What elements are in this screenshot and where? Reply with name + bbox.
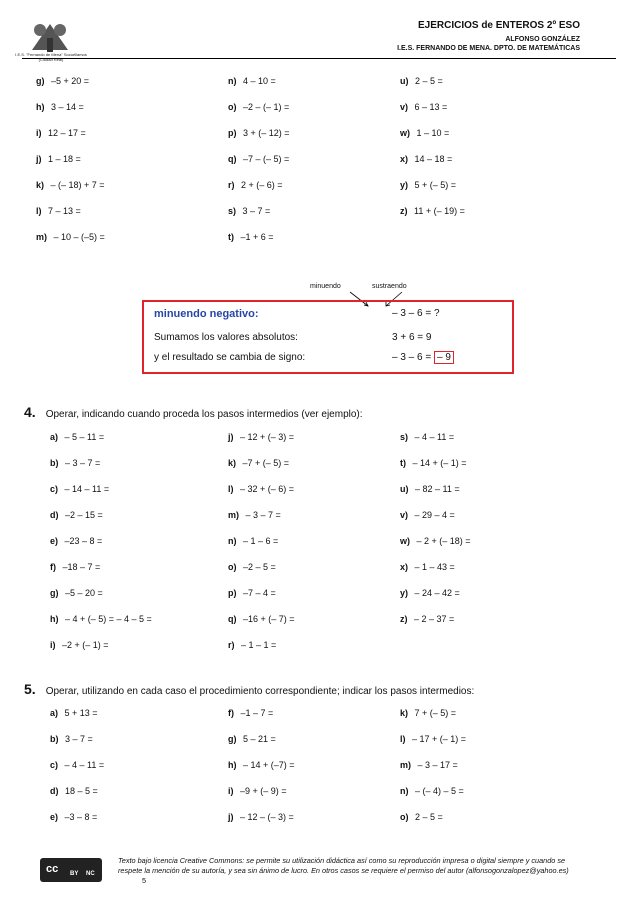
exercise-item <box>228 812 294 822</box>
section-5-text: Operar, utilizando en cada caso el procedimiento correspondiente; indicar los pasos intermedios: <box>45 686 475 697</box>
exercise-item <box>228 484 294 494</box>
exercise-expression: – 17 + (– 1) = <box>412 734 467 744</box>
exercise-expression: – 3 – 17 = <box>417 760 458 770</box>
exercise-expression: 1 – 18 = <box>48 154 81 164</box>
exercise-expression: – 24 – 42 = <box>414 588 460 598</box>
exercise-letter: y) <box>400 180 411 190</box>
exercise-item <box>36 232 105 242</box>
exercise-letter: r) <box>228 180 237 190</box>
exercise-expression: –2 – (– 1) = <box>243 102 290 112</box>
exercise-letter: h) <box>50 614 61 624</box>
example-line3: y el resultado se cambia de signo: <box>154 352 306 363</box>
exercise-letter: n) <box>228 76 239 86</box>
exercise-letter: n) <box>228 536 239 546</box>
exercise-item <box>50 536 102 546</box>
exercise-letter: g) <box>228 734 239 744</box>
exercise-letter: z) <box>400 206 410 216</box>
exercise-item <box>50 510 103 520</box>
exercise-expression: –2 + (– 1) = <box>62 640 109 650</box>
exercise-letter: c) <box>50 760 61 770</box>
exercise-expression: – 5 – 11 = <box>64 432 105 442</box>
exercise-item <box>400 510 455 520</box>
exercise-letter: o) <box>228 102 239 112</box>
exercise-item <box>400 536 471 546</box>
exercise-expression: 3 – 7 = <box>65 734 93 744</box>
exercise-expression: – 4 – 11 = <box>414 432 455 442</box>
exercise-expression: – 1 – 1 = <box>241 640 277 650</box>
exercise-letter: p) <box>228 588 239 598</box>
page-title: EJERCICIOS de ENTEROS 2º ESO <box>417 20 580 31</box>
exercise-item <box>400 708 456 718</box>
exercise-item <box>400 154 452 164</box>
exercise-letter: f) <box>228 708 237 718</box>
exercise-expression: –7 – (– 5) = <box>243 154 290 164</box>
example-expr1: – 3 – 6 = ? <box>392 308 440 319</box>
exercise-expression: 5 + (– 5) = <box>414 180 457 190</box>
exercise-expression: 4 – 10 = <box>243 76 276 86</box>
section-5-heading <box>24 681 474 697</box>
section-4-text: Operar, indicando cuando proceda los pasos intermedios (ver ejemplo): <box>45 409 363 420</box>
exercise-item <box>50 760 104 770</box>
exercise-letter: t) <box>400 458 409 468</box>
exercise-item <box>50 432 104 442</box>
minuendo-label: minuendo <box>310 283 341 290</box>
example-title: minuendo negativo: <box>154 308 259 320</box>
exercise-expression: –2 – 15 = <box>65 510 103 520</box>
example-line2: Sumamos los valores absolutos: <box>154 332 298 343</box>
exercise-letter: c) <box>50 484 61 494</box>
exercise-item <box>50 640 109 650</box>
exercise-item <box>50 708 98 718</box>
exercise-letter: m) <box>228 510 242 520</box>
exercise-item <box>36 206 81 216</box>
exercise-item <box>228 562 276 572</box>
exercise-item <box>50 734 93 744</box>
exercise-expression: 3 – 7 = <box>242 206 271 216</box>
exercise-expression: 2 – 5 = <box>415 812 443 822</box>
exercise-letter: d) <box>50 786 61 796</box>
exercise-letter: h) <box>36 102 47 112</box>
exercise-item <box>400 180 456 190</box>
license-body: Texto bajo licencia Creative Commons: se permite su utilización didáctica así como su reproducción impresa o digital siempre y cuando se respete la mención de su autoría, y sea sin ánimo de lucro. En otros casos se requiere el permiso del autor (alfonsogonzalopez@yahoo.es) <box>118 856 569 875</box>
exercise-item <box>50 786 98 796</box>
exercise-expression: – (– 18) + 7 = <box>50 180 105 190</box>
exercise-item <box>228 708 273 718</box>
exercise-expression: –1 + 6 = <box>240 232 274 242</box>
exercise-letter: w) <box>400 128 413 138</box>
exercise-item <box>400 734 466 744</box>
exercise-item <box>400 760 458 770</box>
exercise-item <box>400 786 464 796</box>
exercise-letter: j) <box>228 812 236 822</box>
exercise-letter: y) <box>400 588 411 598</box>
exercise-expression: – 4 + (– 5) = – 4 – 5 = <box>65 614 152 624</box>
exercise-letter: s) <box>228 206 239 216</box>
exercise-expression: 3 + (– 12) = <box>243 128 290 138</box>
exercise-letter: a) <box>50 432 61 442</box>
exercise-expression: – 14 + (– 1) = <box>412 458 467 468</box>
exercise-item <box>228 640 276 650</box>
exercise-letter: b) <box>50 734 61 744</box>
exercise-letter: j) <box>36 154 44 164</box>
exercise-letter: u) <box>400 484 411 494</box>
exercise-item <box>50 562 100 572</box>
section-4-number: 4. <box>24 404 36 420</box>
exercise-expression: –7 – 4 = <box>243 588 276 598</box>
exercise-item <box>400 458 467 468</box>
exercise-item <box>228 154 289 164</box>
exercise-letter: x) <box>400 154 411 164</box>
exercise-expression: – 2 + (– 18) = <box>416 536 471 546</box>
exercise-letter: i) <box>36 128 44 138</box>
exercise-letter: o) <box>400 812 411 822</box>
exercise-expression: – 1 – 6 = <box>243 536 279 546</box>
exercise-item <box>228 102 289 112</box>
exercise-item <box>50 614 152 624</box>
by-icon: BY <box>70 871 79 877</box>
exercise-letter: t) <box>228 232 237 242</box>
exercise-letter: r) <box>228 640 237 650</box>
license-text <box>118 856 588 886</box>
exercise-item <box>36 128 86 138</box>
exercise-expression: 3 – 14 = <box>51 102 84 112</box>
exercise-expression: 18 – 5 = <box>65 786 98 796</box>
exercise-letter: e) <box>50 536 61 546</box>
exercise-expression: – 4 – 11 = <box>64 760 105 770</box>
exercise-letter: k) <box>400 708 411 718</box>
exercise-letter: n) <box>400 786 411 796</box>
exercise-letter: a) <box>50 708 61 718</box>
exercise-expression: –9 + (– 9) = <box>240 786 287 796</box>
exercise-item <box>50 812 97 822</box>
exercise-expression: – 2 – 37 = <box>414 614 455 624</box>
exercise-expression: 6 – 13 = <box>414 102 448 112</box>
exercise-item <box>228 180 283 190</box>
exercise-letter: g) <box>50 588 61 598</box>
exercise-expression: 5 + 13 = <box>64 708 98 718</box>
exercise-item <box>400 588 460 598</box>
exercise-expression: 7 – 13 = <box>48 206 81 216</box>
exercise-item <box>50 458 100 468</box>
nc-icon: NC <box>86 871 95 877</box>
exercise-item <box>400 562 455 572</box>
exercise-item <box>50 588 103 598</box>
exercise-letter: q) <box>228 614 239 624</box>
exercise-letter: l) <box>228 484 236 494</box>
exercise-expression: 12 – 17 = <box>48 128 86 138</box>
exercise-letter: m) <box>36 232 50 242</box>
exercise-letter: g) <box>36 76 47 86</box>
example-expr2: 3 + 6 = 9 <box>392 332 432 343</box>
exercise-item <box>400 812 443 822</box>
exercise-letter: z) <box>400 614 410 624</box>
exercise-expression: – 12 – (– 3) = <box>240 812 294 822</box>
exercise-expression: 14 – 18 = <box>414 154 453 164</box>
cc-icon: cc <box>46 863 59 875</box>
logo-text: I.E.S. "Fernando de Mena" Socuéllamos (Ciudad Real) <box>15 52 87 62</box>
exercise-item <box>228 232 274 242</box>
exercise-expression: – 14 – 11 = <box>64 484 110 494</box>
exercise-letter: f) <box>50 562 59 572</box>
exercise-item <box>228 536 278 546</box>
section-4-heading <box>24 404 363 420</box>
exercise-letter: k) <box>36 180 47 190</box>
exercise-item <box>400 614 454 624</box>
exercise-item <box>228 510 281 520</box>
exercise-item <box>228 76 276 86</box>
exercise-item <box>400 432 454 442</box>
exercise-letter: b) <box>50 458 61 468</box>
exercise-expression: – 32 + (– 6) = <box>240 484 295 494</box>
exercise-letter: i) <box>50 640 58 650</box>
exercise-expression: –2 – 5 = <box>243 562 276 572</box>
exercise-item <box>400 102 447 112</box>
exercise-letter: k) <box>228 458 239 468</box>
exercise-expression: –7 + (– 5) = <box>242 458 290 468</box>
exercise-item <box>400 206 465 216</box>
exercise-item <box>400 484 460 494</box>
author: ALFONSO GONZÁLEZ <box>505 36 580 43</box>
exercise-item <box>228 760 295 770</box>
exercise-expression: – (– 4) – 5 = <box>415 786 464 796</box>
exercise-letter: o) <box>228 562 239 572</box>
exercise-item <box>228 588 276 598</box>
exercise-letter: p) <box>228 128 239 138</box>
exercise-expression: –1 – 7 = <box>240 708 274 718</box>
exercise-letter: m) <box>400 760 414 770</box>
exercise-expression: – 29 – 4 = <box>414 510 455 520</box>
exercise-letter: v) <box>400 102 411 112</box>
exercise-letter: w) <box>400 536 413 546</box>
exercise-item <box>228 128 290 138</box>
example-result: – 9 <box>434 351 454 364</box>
exercise-expression: –23 – 8 = <box>64 536 103 546</box>
exercise-letter: h) <box>228 760 239 770</box>
exercise-expression: – 3 – 7 = <box>245 510 281 520</box>
exercise-expression: –18 – 7 = <box>62 562 101 572</box>
exercise-expression: 2 + (– 6) = <box>241 180 283 190</box>
school-name: I.E.S. FERNANDO DE MENA. DPTO. DE MATEMÁTICAS <box>397 45 580 52</box>
header-divider <box>22 58 616 59</box>
sustraendo-label: sustraendo <box>372 283 407 290</box>
exercise-item <box>36 180 105 190</box>
exercise-expression: 1 – 10 = <box>416 128 450 138</box>
exercise-item <box>228 458 289 468</box>
exercise-letter: d) <box>50 510 61 520</box>
exercise-letter: j) <box>228 432 236 442</box>
exercise-item <box>228 206 270 216</box>
exercise-expression: – 14 + (–7) = <box>243 760 295 770</box>
exercise-item <box>50 484 109 494</box>
exercise-expression: – 12 + (– 3) = <box>240 432 295 442</box>
exercise-expression: –5 + 20 = <box>51 76 90 86</box>
exercise-letter: q) <box>228 154 239 164</box>
exercise-item <box>228 614 295 624</box>
exercise-expression: – 3 – 7 = <box>65 458 101 468</box>
creative-commons-badge <box>40 858 102 882</box>
exercise-expression: –3 – 8 = <box>64 812 98 822</box>
exercise-expression: –5 – 20 = <box>65 588 103 598</box>
exercise-letter: x) <box>400 562 411 572</box>
example-box <box>142 300 514 374</box>
example-expr3 <box>392 352 454 363</box>
exercise-expression: –16 + (– 7) = <box>243 614 295 624</box>
exercise-expression: 11 + (– 19) = <box>414 206 465 216</box>
exercise-letter: s) <box>400 432 411 442</box>
exercise-expression: 7 + (– 5) = <box>414 708 457 718</box>
exercise-expression: 2 – 5 = <box>415 76 443 86</box>
exercise-letter: l) <box>400 734 408 744</box>
exercise-letter: l) <box>36 206 44 216</box>
exercise-item <box>228 786 287 796</box>
exercise-expression: – 1 – 43 = <box>414 562 455 572</box>
exercise-letter: u) <box>400 76 411 86</box>
exercise-item <box>36 76 89 86</box>
exercise-expression: 5 – 21 = <box>243 734 276 744</box>
exercise-letter: e) <box>50 812 61 822</box>
exercise-item <box>36 102 84 112</box>
exercise-item <box>400 128 449 138</box>
example-expr3-left: – 3 – 6 = <box>392 352 434 363</box>
exercise-item <box>400 76 443 86</box>
exercise-expression: – 10 – (–5) = <box>53 232 105 242</box>
exercise-letter: i) <box>228 786 236 796</box>
exercise-letter: v) <box>400 510 411 520</box>
exercise-item <box>228 734 276 744</box>
exercise-expression: – 82 – 11 = <box>415 484 460 494</box>
section-5-number: 5. <box>24 681 36 697</box>
page-number: 5 <box>142 876 147 885</box>
exercise-item <box>228 432 294 442</box>
exercise-item <box>36 154 81 164</box>
